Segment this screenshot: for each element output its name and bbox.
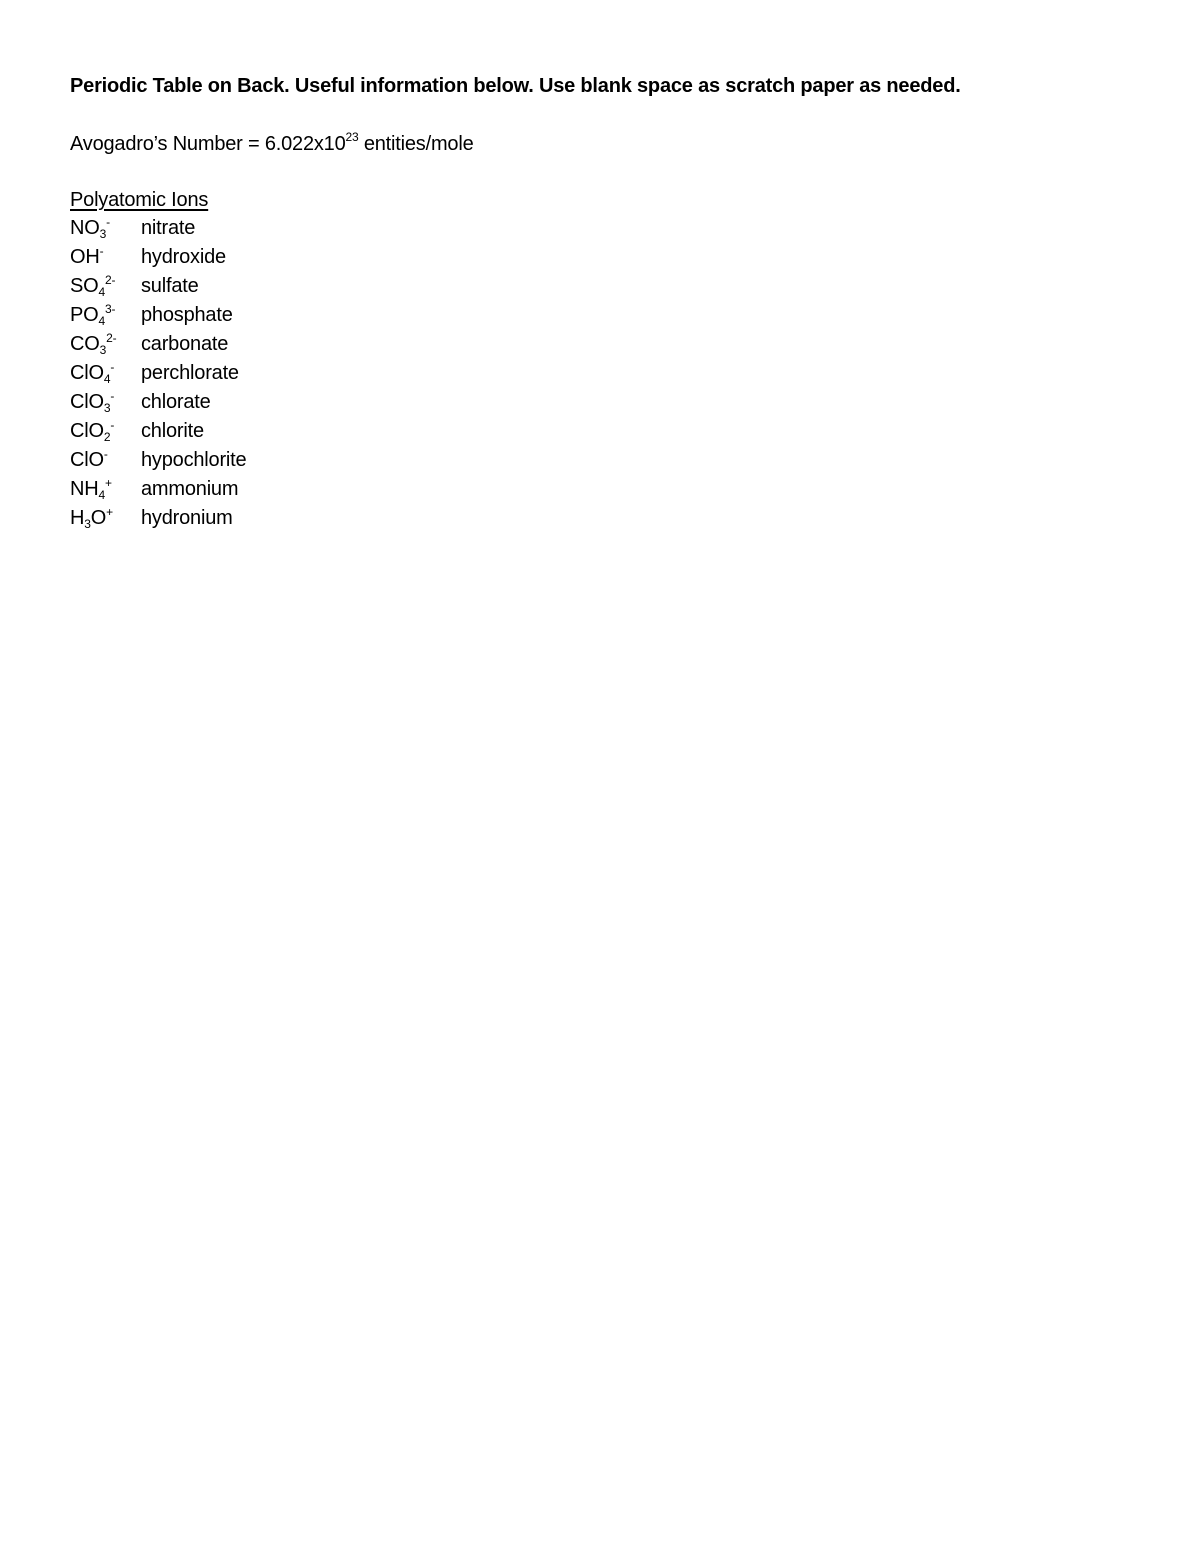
ion-name: hydronium [141, 507, 233, 529]
ion-row [70, 504, 246, 533]
polyatomic-ions-heading: Polyatomic Ions [70, 189, 209, 211]
ion-row [70, 301, 246, 330]
avogadro-constant [70, 130, 1130, 158]
ion-formula: $H_3O^+$ [70, 505, 113, 531]
document-page [70, 72, 1130, 533]
ion-name: chlorite [141, 420, 204, 442]
ion-name: nitrate [141, 217, 196, 239]
ion-formula: OH- [70, 244, 104, 268]
avogadro-suffix: entities/mole [358, 133, 474, 155]
ion-name: phosphate [141, 304, 233, 326]
polyatomic-ions-table [70, 214, 246, 533]
avogadro-prefix: Avogadro’s Number = 6.022x10 [70, 133, 346, 155]
ion-row [70, 446, 246, 475]
instructions-header: Periodic Table on Back. Useful information below. Use blank space as scratch paper as needed. [70, 75, 961, 97]
ion-name: chlorate [141, 391, 211, 413]
ion-name: sulfate [141, 275, 199, 297]
ion-row [70, 330, 246, 359]
ion-row [70, 475, 246, 504]
ion-name: hydroxide [141, 246, 226, 268]
ion-formula: $CO_3^{2-}$ [70, 331, 117, 357]
avogadro-exponent: 23 [345, 130, 359, 144]
ion-formula: ClO$_2$- [70, 418, 115, 444]
ion-name: carbonate [141, 333, 229, 355]
ion-row [70, 359, 246, 388]
ion-row [70, 214, 246, 243]
ion-formula: ClO$_3$- [70, 389, 115, 415]
ion-row [70, 388, 246, 417]
ion-name: hypochlorite [141, 449, 247, 471]
ion-formula: $NH_4^+$ [70, 476, 112, 502]
ion-name: ammonium [141, 478, 239, 500]
ion-row [70, 272, 246, 301]
ion-formula: $PO_4^{3-}$ [70, 302, 116, 328]
ion-formula: $NO_3^-$ [70, 215, 110, 241]
ion-row [70, 243, 246, 272]
ion-formula: ClO$_4$- [70, 360, 115, 386]
ion-formula: $SO_4^{2-}$ [70, 273, 116, 299]
ion-row [70, 417, 246, 446]
ion-name: perchlorate [141, 362, 239, 384]
ion-formula: ClO- [70, 447, 108, 471]
